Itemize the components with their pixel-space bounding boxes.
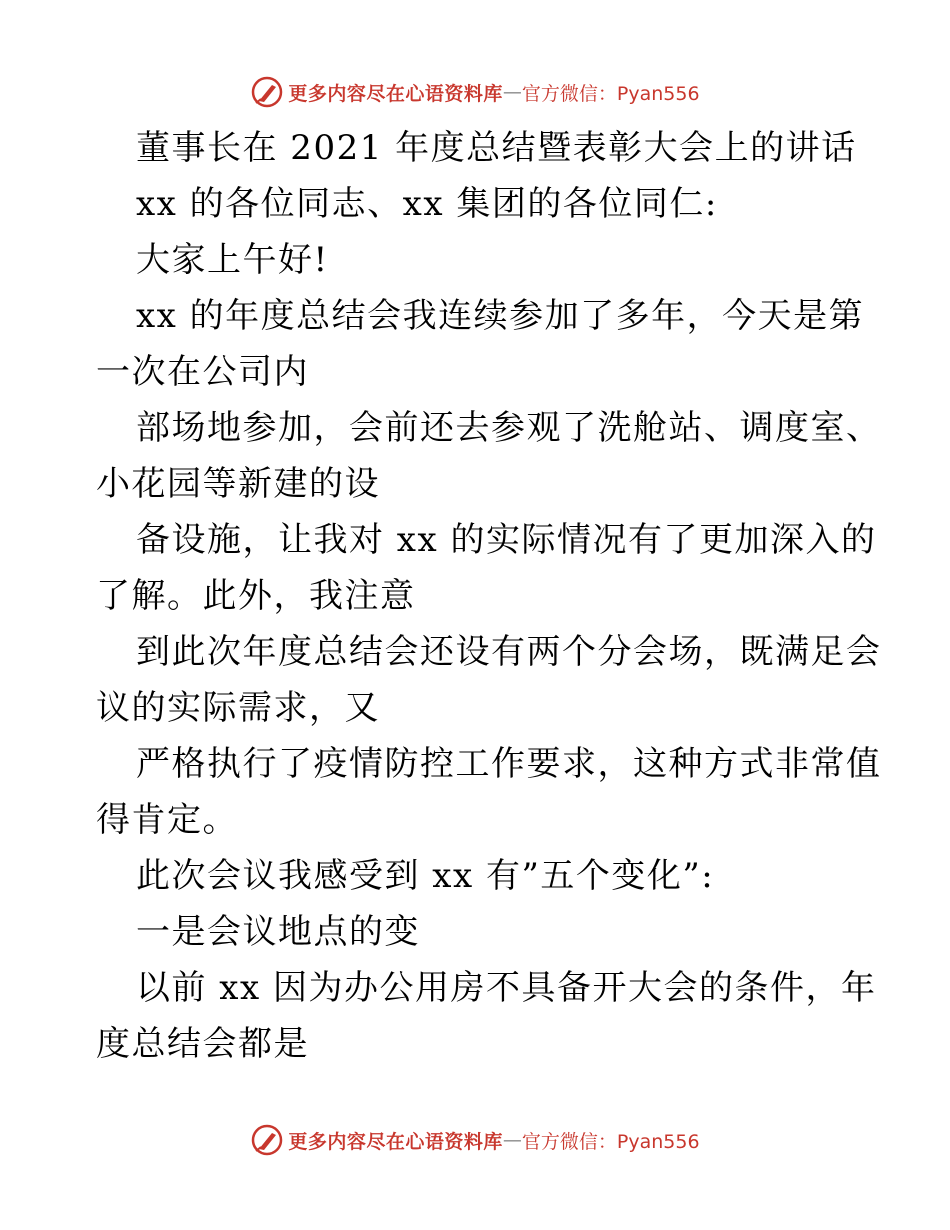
paragraph-line: 小花园等新建的设 [96, 464, 380, 504]
banner-separator: — [502, 1129, 522, 1151]
paragraph-line: 议的实际需求，又 [96, 688, 380, 728]
document-body [96, 120, 882, 1072]
paragraph-line: 以前 xx 因为办公用房不具备开大会的条件，年 [136, 968, 877, 1008]
banner-separator: — [502, 81, 522, 103]
paragraph-line: 一次在公司内 [96, 352, 309, 392]
footer-banner [0, 1120, 950, 1160]
paragraph-line: 到此次年度总结会还设有两个分会场，既满足会 [136, 632, 882, 672]
document-title: 董事长在 2021 年度总结暨表彰大会上的讲话 [136, 128, 857, 168]
salutation: xx 的各位同志、xx 集团的各位同仁: [136, 184, 718, 224]
paragraph-line: 了解。此外，我注意 [96, 576, 416, 616]
banner-main-text: 更多内容尽在心语资料库 [288, 1130, 503, 1153]
paragraph-line: 得肯定。 [96, 800, 238, 840]
quill-pen-logo-icon [250, 75, 284, 109]
banner-wechat-text: 官方微信：Pyan556 [521, 1130, 700, 1153]
paragraph-line: 严格执行了疫情防控工作要求，这种方式非常值 [136, 744, 882, 784]
paragraph-line: 此次会议我感受到 xx 有”五个变化”: [136, 856, 715, 896]
paragraph-line: 备设施，让我对 xx 的实际情况有了更加深入的 [136, 520, 877, 560]
greeting: 大家上午好! [136, 240, 329, 280]
paragraph-line: 度总结会都是 [96, 1024, 309, 1064]
header-banner [0, 72, 950, 112]
paragraph-line: xx 的年度总结会我连续参加了多年，今天是第 [136, 296, 865, 336]
banner-wechat-text: 官方微信：Pyan556 [521, 82, 700, 105]
section-heading: 一是会议地点的变 [136, 912, 420, 952]
banner-main-text: 更多内容尽在心语资料库 [288, 82, 503, 105]
quill-pen-logo-icon [250, 1123, 284, 1157]
paragraph-line: 部场地参加，会前还去参观了洗舱站、调度室、 [136, 408, 882, 448]
